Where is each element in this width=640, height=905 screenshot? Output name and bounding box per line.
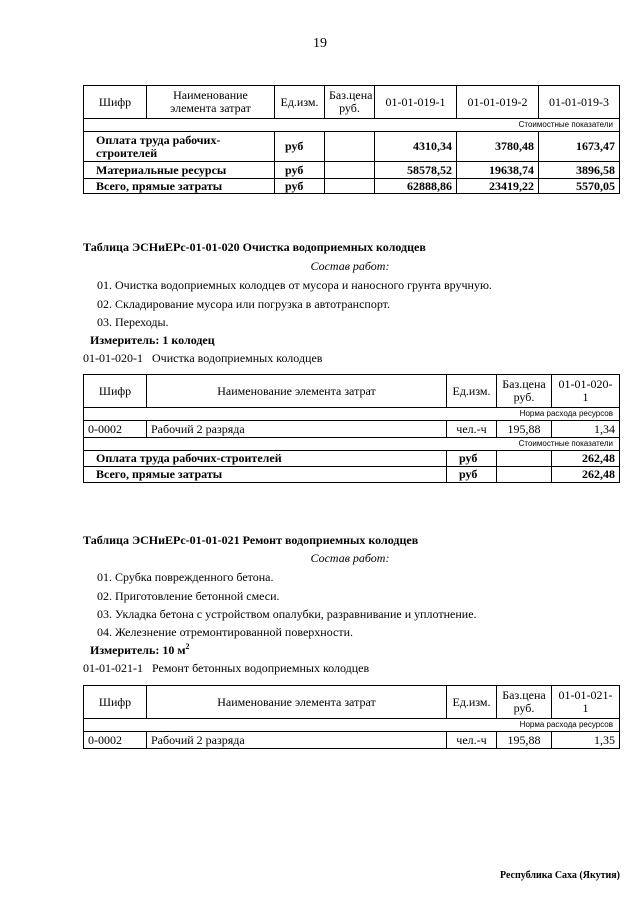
resource-price: 195,88 xyxy=(497,421,552,438)
resource-name: Рабочий 2 разряда xyxy=(147,732,447,749)
row-unit: руб xyxy=(275,179,325,194)
work-item: 02. Приготовление бетонной смеси. xyxy=(97,589,280,603)
row-value: 262,48 xyxy=(552,451,620,467)
row-unit: руб xyxy=(275,132,325,162)
row-v2: 19638,74 xyxy=(457,162,539,179)
col-header-v1: 01-01-020-1 xyxy=(552,375,620,408)
table-row xyxy=(84,467,620,483)
work-item: 03. Переходы. xyxy=(97,315,169,329)
meter-label xyxy=(90,643,190,658)
col-header-v3: 01-01-019-3 xyxy=(539,86,620,119)
table-row xyxy=(84,732,620,749)
table-row xyxy=(84,132,620,162)
work-item: 02. Складирование мусора или погрузка в автотранспорт. xyxy=(97,297,391,311)
col-header-v2: 01-01-019-2 xyxy=(457,86,539,119)
composition-label: Состав работ: xyxy=(310,259,390,273)
row-v3: 1673,47 xyxy=(539,132,620,162)
subheader-norm: Норма расхода ресурсов xyxy=(84,719,620,732)
code-line: 01-01-021-1 Ремонт бетонных водоприемных колодцев xyxy=(83,661,370,675)
work-item: 03. Укладка бетона с устройством опалубки, разравнивание и уплотнение. xyxy=(97,607,477,621)
row-name: Материальные ресурсы xyxy=(84,162,275,179)
page-number: 19 xyxy=(313,36,327,51)
section-title-021: Таблица ЭСНиЕРс-01-01-021 Ремонт водоприемных колодцев xyxy=(83,533,419,547)
col-header-v1: 01-01-019-1 xyxy=(375,86,457,119)
meter-superscript: 2 xyxy=(185,642,190,651)
resource-value: 1,34 xyxy=(552,421,620,438)
table-021 xyxy=(83,685,620,749)
table-row xyxy=(84,162,620,179)
col-header-name: Наименование элемента затрат xyxy=(147,686,447,719)
col-header-price: Баз.цена руб. xyxy=(497,375,552,408)
section-title-020: Таблица ЭСНиЕРс-01-01-020 Очистка водоприемных колодцев xyxy=(83,240,426,254)
row-unit: руб xyxy=(275,162,325,179)
row-unit: руб xyxy=(447,451,497,467)
resource-unit: чел.-ч xyxy=(447,421,497,438)
col-header-code: Шифр xyxy=(84,686,147,719)
subheader-cost: Стоимостные показатели xyxy=(84,438,620,451)
col-header-name: Наименование элемента затрат xyxy=(147,86,275,119)
work-item: 01. Срубка поврежденного бетона. xyxy=(97,570,274,584)
col-header-code: Шифр xyxy=(84,375,147,408)
row-v3: 5570,05 xyxy=(539,179,620,194)
col-header-unit: Ед.изм. xyxy=(275,86,325,119)
table-019 xyxy=(83,85,620,194)
table-020 xyxy=(83,374,620,483)
resource-name: Рабочий 2 разряда xyxy=(147,421,447,438)
work-item: 04. Железнение отремонтированной поверхности. xyxy=(97,625,353,639)
code-line: 01-01-020-1 Очистка водоприемных колодцев xyxy=(83,351,323,365)
work-item: 01. Очистка водоприемных колодцев от мусора и наносного грунта вручную. xyxy=(97,278,492,292)
row-v2: 3780,48 xyxy=(457,132,539,162)
resource-unit: чел.-ч xyxy=(447,732,497,749)
col-header-unit: Ед.изм. xyxy=(447,375,497,408)
row-v1: 4310,34 xyxy=(375,132,457,162)
row-unit: руб xyxy=(447,467,497,483)
row-name: Всего, прямые затраты xyxy=(84,467,447,483)
row-name: Оплата труда рабочих-строителей xyxy=(84,132,275,162)
resource-code: 0-0002 xyxy=(84,732,147,749)
col-header-price: Баз.цена руб. xyxy=(497,686,552,719)
row-v1: 62888,86 xyxy=(375,179,457,194)
resource-value: 1,35 xyxy=(552,732,620,749)
subheader-norm: Норма расхода ресурсов xyxy=(84,408,620,421)
row-v2: 23419,22 xyxy=(457,179,539,194)
composition-label: Состав работ: xyxy=(310,551,390,565)
resource-price: 195,88 xyxy=(497,732,552,749)
meter-text: Измеритель: 10 м xyxy=(90,643,186,657)
footer-region: Республика Саха (Якутия) xyxy=(499,870,620,881)
row-v3: 3896,58 xyxy=(539,162,620,179)
row-name: Всего, прямые затраты xyxy=(84,179,275,194)
subheader-cost: Стоимостные показатели xyxy=(84,119,620,132)
col-header-code: Шифр xyxy=(84,86,147,119)
table-row xyxy=(84,451,620,467)
table-row xyxy=(84,179,620,194)
row-v1: 58578,52 xyxy=(375,162,457,179)
col-header-price: Баз.цена руб. xyxy=(325,86,375,119)
col-header-v1: 01-01-021-1 xyxy=(552,686,620,719)
col-header-name: Наименование элемента затрат xyxy=(147,375,447,408)
meter-label: Измеритель: 1 колодец xyxy=(90,333,215,347)
row-value: 262,48 xyxy=(552,467,620,483)
col-header-unit: Ед.изм. xyxy=(447,686,497,719)
table-row xyxy=(84,421,620,438)
row-name: Оплата труда рабочих-строителей xyxy=(84,451,447,467)
resource-code: 0-0002 xyxy=(84,421,147,438)
